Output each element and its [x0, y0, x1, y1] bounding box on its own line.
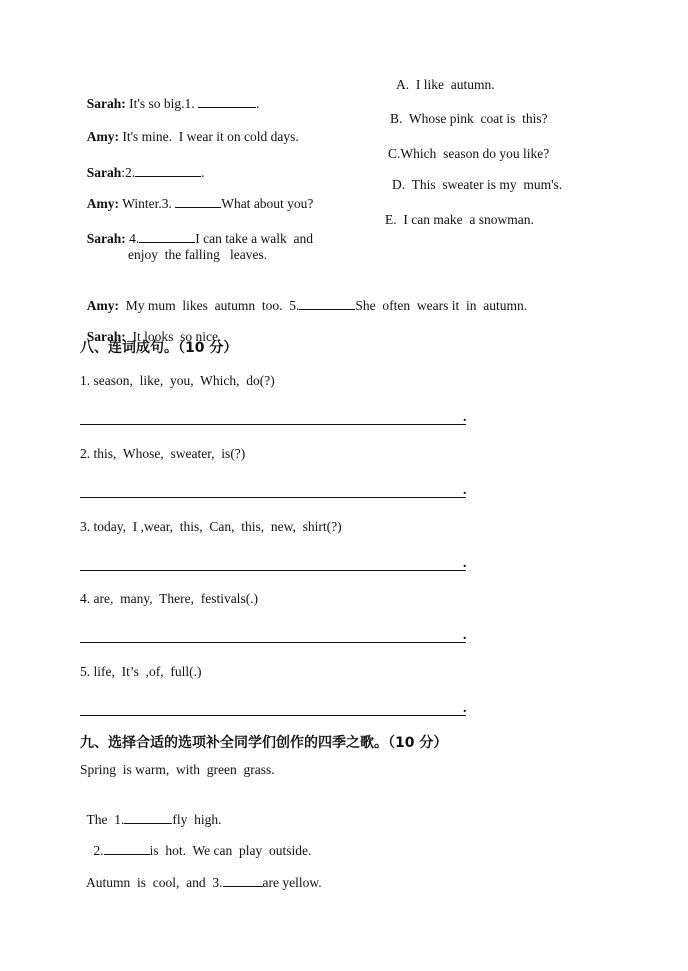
option-a: A. I like autumn.: [396, 77, 495, 92]
s8-answer-line-5[interactable]: [80, 715, 466, 716]
s9-text: is hot. We can play outside.: [149, 843, 312, 858]
s9-blank-1[interactable]: [124, 810, 172, 824]
s8-period-3: .: [463, 556, 467, 571]
s9-text: fly high.: [172, 812, 222, 827]
s8-answer-line-3[interactable]: [80, 570, 466, 571]
s9-blank-2[interactable]: [104, 841, 150, 855]
answer-blank-4[interactable]: [139, 229, 195, 243]
section-9-title: 九、选择合适的选项补全同学们创作的四季之歌。（10 分）: [80, 735, 448, 751]
speaker: Sarah: [86, 165, 122, 180]
s8-item-1: 1. season, like, you, Which, do(?): [80, 373, 275, 388]
s9-text: The 1.: [86, 812, 125, 827]
dialogue-line-5: [80, 211, 313, 248]
s9-line-4: [80, 855, 322, 892]
speaker: Amy:: [86, 298, 119, 313]
s8-answer-line-1[interactable]: [80, 424, 466, 425]
s8-item-4: 4. are, many, There, festivals(.): [80, 591, 259, 606]
option-c: C.Which season do you like?: [388, 146, 550, 161]
s9-text: 2.: [86, 843, 104, 858]
s8-period-4: .: [463, 628, 467, 643]
dialogue-line-3: Sarah:2. .: [86, 165, 205, 180]
answer-blank-2[interactable]: [135, 163, 201, 177]
s8-answer-line-4[interactable]: [80, 642, 466, 643]
s8-item-5: 5. life, It’s ,of, full(.): [80, 664, 202, 679]
s9-line-1: Spring is warm, with green grass.: [80, 762, 275, 777]
dialogue-text-after: What about you?: [221, 196, 314, 211]
dialogue-text: Winter.3.: [119, 196, 176, 211]
option-d: D. This sweater is my mum's.: [392, 177, 563, 192]
s9-blank-3[interactable]: [223, 873, 263, 887]
dialogue-line-2: [80, 110, 299, 146]
dialogue-text: 4.: [125, 231, 140, 246]
option-b: B. Whose pink coat is this?: [390, 111, 548, 126]
dialogue-text-after: She often wears it in autumn.: [355, 298, 528, 313]
dialogue-text-after: I can take a walk and: [195, 231, 313, 246]
s8-answer-line-2[interactable]: [80, 497, 466, 498]
speaker: Sarah:: [86, 329, 126, 344]
s8-period-5: .: [463, 701, 467, 716]
s8-item-3: 3. today, I ,wear, this, Can, this, new, shirt(?): [80, 519, 342, 534]
dialogue-text: :2.: [121, 165, 136, 180]
s8-period-2: .: [463, 483, 467, 498]
s8-item-2: 2. this, Whose, sweater, is(?): [80, 446, 246, 461]
answer-blank-3[interactable]: [175, 194, 221, 208]
dialogue-text: My mum likes autumn too. 5.: [119, 298, 300, 313]
answer-blank-1[interactable]: [198, 94, 256, 108]
section-8-title: 八、连词成句。（10 分）: [80, 340, 238, 356]
s9-text: are yellow.: [262, 875, 322, 890]
dialogue-text: It's so big.: [125, 96, 185, 111]
answer-blank-5[interactable]: [299, 296, 355, 310]
question-number: 1.: [184, 96, 195, 111]
speaker: Amy:: [86, 196, 119, 211]
speaker: Amy:: [86, 129, 119, 144]
dialogue-line-4: [80, 176, 313, 213]
speaker: Sarah:: [86, 96, 126, 111]
speaker: Sarah:: [86, 231, 126, 246]
s8-period-1: .: [463, 410, 467, 425]
dialogue-text: It looks so nice.: [125, 329, 222, 344]
s9-text: Autumn is cool, and 3.: [86, 875, 223, 890]
dialogue-line-5-cont: enjoy the falling leaves.: [128, 247, 268, 262]
dialogue-line-1: Sarah: It's so big.1. .: [86, 96, 260, 111]
option-e: E. I can make a snowman.: [385, 212, 534, 227]
dialogue-text: It's mine. I wear it on cold days.: [119, 129, 299, 144]
